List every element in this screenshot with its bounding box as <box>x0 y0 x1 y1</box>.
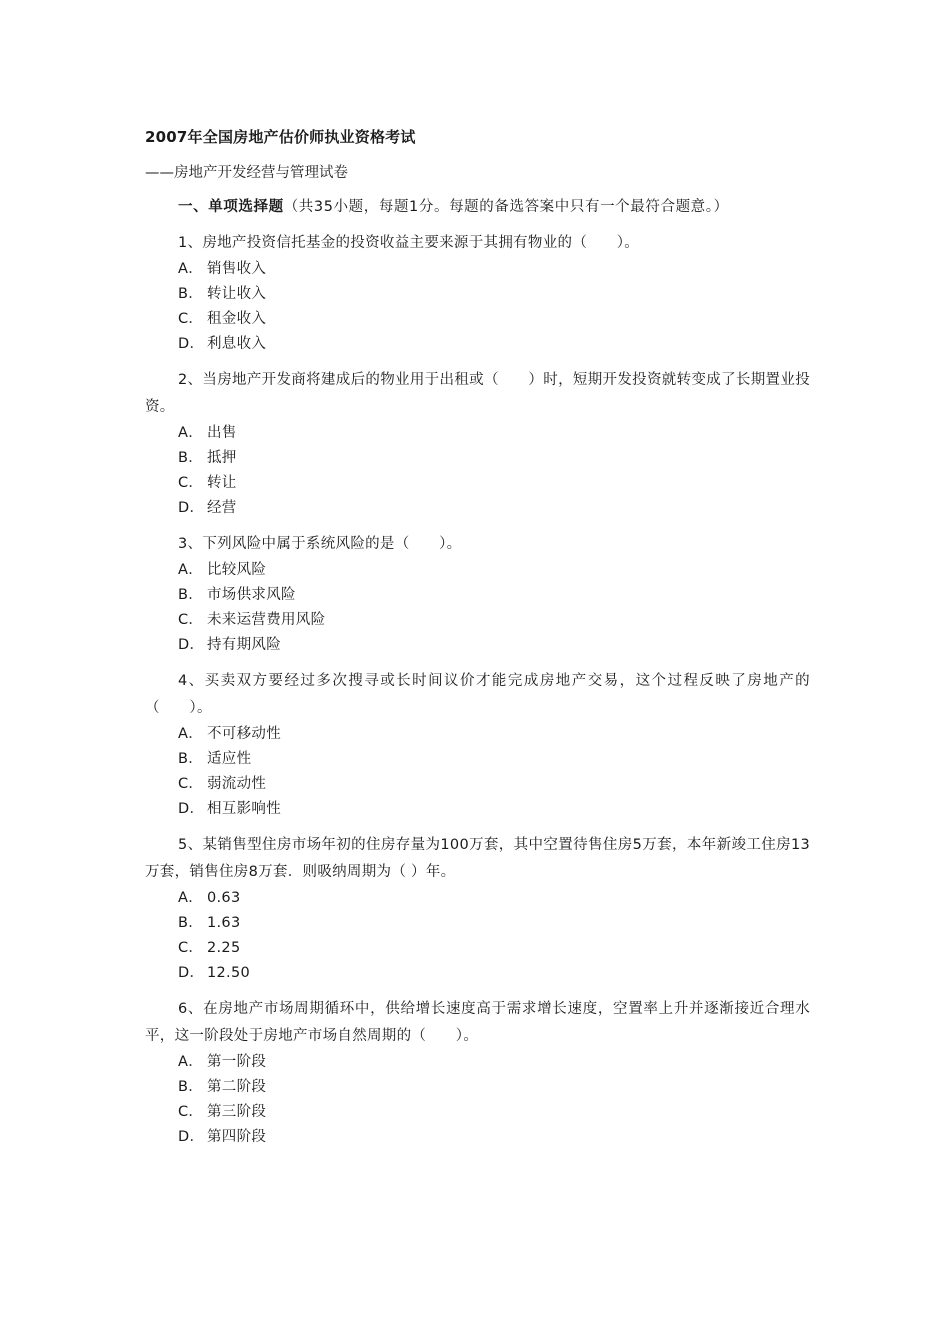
option-letter: B． <box>178 915 204 931</box>
option-letter: B． <box>178 751 204 767</box>
option-text: 租金收入 <box>207 311 267 327</box>
option-letter: C． <box>178 612 204 628</box>
answer-option <box>145 332 810 357</box>
option-letter: A． <box>178 261 204 277</box>
option-text: 第一阶段 <box>207 1054 267 1070</box>
option-letter: C． <box>178 940 204 956</box>
option-text: 2.25 <box>207 940 241 956</box>
option-text: 第二阶段 <box>207 1079 267 1095</box>
question-stem: 5、某销售型住房市场年初的住房存量为100万套，其中空置待售住房5万套，本年新竣工住房13万套，销售住房8万套．则吸纳周期为（ ）年。 <box>145 837 810 880</box>
question-stem: 2、当房地产开发商将建成后的物业用于出租或（ ）时，短期开发投资就转变成了长期置业投资。 <box>145 372 810 415</box>
question-stem: 4、买卖双方要经过多次搜寻或长时间议价才能完成房地产交易，这个过程反映了房地产的（ ）。 <box>145 673 810 716</box>
option-text: 0.63 <box>207 890 241 906</box>
option-text: 抵押 <box>207 450 237 466</box>
answer-option <box>145 421 810 446</box>
option-text: 相互影响性 <box>207 801 281 817</box>
answer-option <box>145 772 810 797</box>
option-letter: D． <box>178 965 205 981</box>
option-letter: C． <box>178 475 204 491</box>
option-letter: B． <box>178 450 204 466</box>
question-6 <box>145 996 810 1150</box>
option-letter: A． <box>178 425 204 441</box>
option-letter: A． <box>178 890 204 906</box>
option-letter: D． <box>178 336 205 352</box>
option-text: 第四阶段 <box>207 1129 267 1145</box>
answer-option <box>145 1050 810 1075</box>
question-stem: 6、在房地产市场周期循环中，供给增长速度高于需求增长速度，空置率上升并逐渐接近合理水平，这一阶段处于房地产市场自然周期的（ ）。 <box>145 1001 810 1044</box>
option-text: 持有期风险 <box>207 637 281 653</box>
question-3 <box>145 531 810 658</box>
question-stem: 1、房地产投资信托基金的投资收益主要来源于其拥有物业的（ ）。 <box>178 235 640 251</box>
document-subtitle: ——房地产开发经营与管理试卷 <box>145 165 348 181</box>
option-text: 第三阶段 <box>207 1104 267 1120</box>
option-text: 1.63 <box>207 915 241 931</box>
option-text: 比较风险 <box>207 562 267 578</box>
answer-option <box>145 471 810 496</box>
option-text: 出售 <box>207 425 237 441</box>
option-text: 利息收入 <box>207 336 267 352</box>
option-text: 不可移动性 <box>207 726 281 742</box>
section-note: （共35小题，每题1分。每题的备选答案中只有一个最符合题意。） <box>283 199 729 215</box>
answer-option <box>145 307 810 332</box>
question-4 <box>145 668 810 822</box>
answer-option <box>145 722 810 747</box>
answer-option <box>145 1125 810 1150</box>
question-2 <box>145 367 810 521</box>
option-letter: B． <box>178 286 204 302</box>
answer-option <box>145 558 810 583</box>
option-letter: B． <box>178 587 204 603</box>
option-text: 弱流动性 <box>207 776 267 792</box>
option-text: 经营 <box>207 500 237 516</box>
answer-option <box>145 936 810 961</box>
option-text: 12.50 <box>207 965 251 981</box>
answer-option <box>145 282 810 307</box>
answer-option <box>145 496 810 521</box>
option-text: 转让收入 <box>207 286 267 302</box>
question-1 <box>145 230 810 357</box>
option-letter: A． <box>178 562 204 578</box>
answer-option <box>145 583 810 608</box>
option-letter: B． <box>178 1079 204 1095</box>
answer-option <box>145 911 810 936</box>
section-intro <box>145 194 810 220</box>
option-text: 未来运营费用风险 <box>207 612 326 628</box>
answer-option <box>145 446 810 471</box>
answer-option <box>145 747 810 772</box>
answer-option <box>145 797 810 822</box>
question-stem: 3、下列风险中属于系统风险的是（ ）。 <box>178 536 462 552</box>
answer-option <box>145 886 810 911</box>
option-letter: C． <box>178 776 204 792</box>
option-letter: D． <box>178 1129 205 1145</box>
document-page <box>145 118 810 1150</box>
option-letter: D． <box>178 500 205 516</box>
option-text: 销售收入 <box>207 261 267 277</box>
section-heading: 一、单项选择题 <box>178 199 284 215</box>
answer-option <box>145 1075 810 1100</box>
option-letter: C． <box>178 1104 204 1120</box>
answer-option <box>145 961 810 986</box>
question-5 <box>145 832 810 986</box>
question-list <box>145 230 810 1150</box>
option-letter: D． <box>178 637 205 653</box>
option-letter: A． <box>178 1054 204 1070</box>
document-title: 2007年全国房地产估价师执业资格考试 <box>145 128 416 146</box>
answer-option <box>145 1100 810 1125</box>
option-text: 适应性 <box>207 751 252 767</box>
answer-option <box>145 608 810 633</box>
option-letter: A． <box>178 726 204 742</box>
option-letter: C． <box>178 311 204 327</box>
answer-option <box>145 257 810 282</box>
option-letter: D． <box>178 801 205 817</box>
option-text: 转让 <box>207 475 237 491</box>
answer-option <box>145 633 810 658</box>
option-text: 市场供求风险 <box>207 587 296 603</box>
